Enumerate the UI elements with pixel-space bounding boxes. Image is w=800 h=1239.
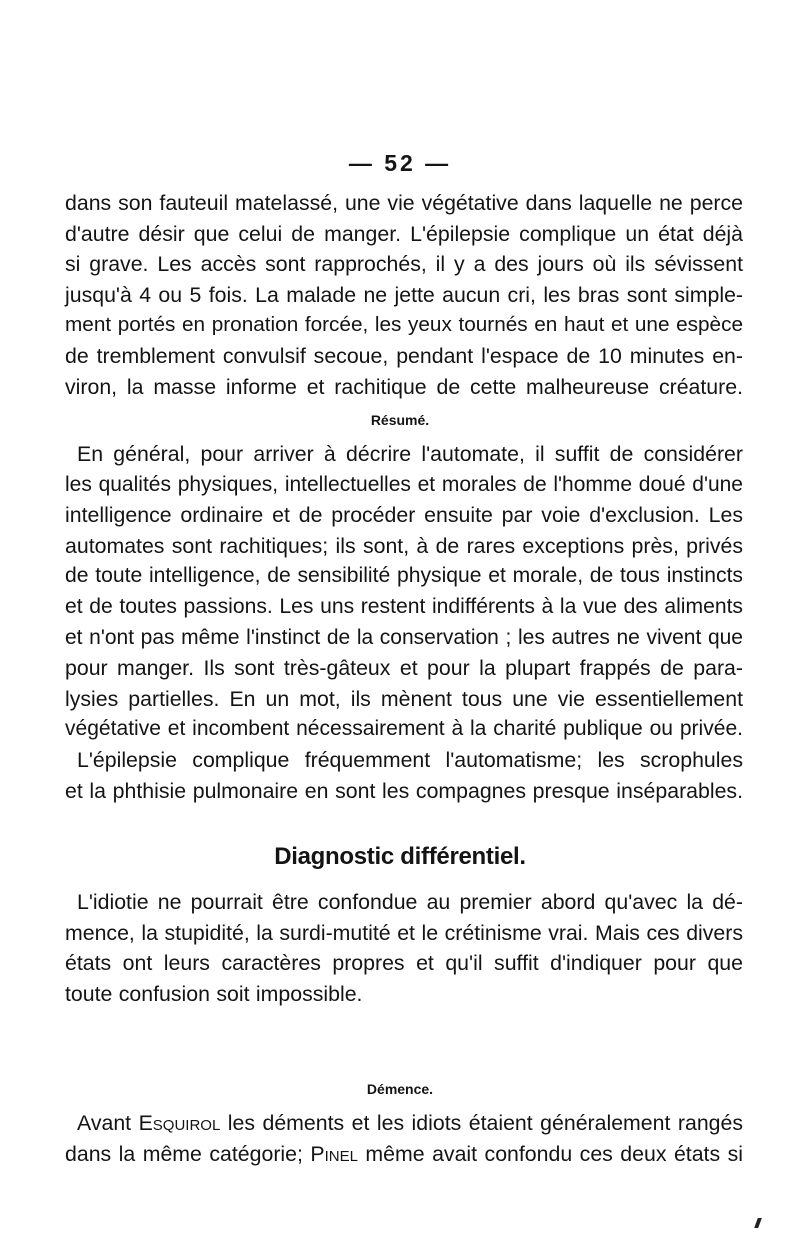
text-line bbox=[65, 1139, 743, 1170]
page-number: — 52 — bbox=[348, 150, 452, 176]
text-line: de tremblement convulsif secoue, pendant l'espace de 10 minutes en- bbox=[65, 343, 743, 368]
paragraph-diagnostic bbox=[65, 887, 743, 1009]
text-fragment: les déments et les idiots étaient généralement rangés bbox=[220, 1111, 743, 1135]
author-name: Pinel bbox=[310, 1141, 358, 1166]
text-line: toute confusion soit impossible. bbox=[65, 981, 363, 1006]
text-line: dans son fauteuil matelassé, une vie végétative dans laquelle ne perce bbox=[65, 191, 743, 215]
text-line: si grave. Les accès sont rapprochés, il y a des jours où ils sévissent bbox=[65, 252, 743, 277]
text-line: L'idiotie ne pourrait être confondue au premier abord qu'avec la dé- bbox=[77, 890, 743, 914]
text-line: de toute intelligence, de sensibilité physique et morale, de tous instincts bbox=[65, 564, 743, 588]
text-line: mence, la stupidité, la surdi-mutité et le crétinisme vrai. Mais ces divers bbox=[65, 920, 743, 945]
author-name: Esquirol bbox=[138, 1111, 221, 1135]
text-line: et de toutes passions. Les uns restent indifférents à la vue des aliments bbox=[65, 594, 743, 618]
text-line: lysies partielles. En un mot, ils mènent tous une vie essentiellement bbox=[65, 686, 743, 711]
paragraph-continuation bbox=[65, 188, 743, 402]
text-fragment: Avant bbox=[77, 1111, 139, 1135]
text-line: végétative et incombent nécessairement à la charité publique ou privée. bbox=[65, 717, 743, 741]
text-fragment: dans la même catégorie; bbox=[65, 1141, 311, 1166]
text-line: pour manger. Ils sont très-gâteux et pour la plupart frappés de para- bbox=[65, 656, 743, 681]
text-line: jusqu'à 4 ou 5 fois. La malade ne jette aucun cri, les bras sont simple- bbox=[65, 282, 743, 307]
paragraph-resume bbox=[65, 439, 743, 806]
text-line bbox=[65, 1108, 743, 1139]
text-line: viron, la masse informe et rachitique de cette malheureuse créature. bbox=[65, 374, 743, 399]
section-heading-resume: Résumé. bbox=[370, 412, 430, 428]
paragraph-demence bbox=[65, 1108, 743, 1169]
section-heading-diagnostic: Diagnostic différentiel. bbox=[274, 843, 526, 870]
text-line: d'autre désir que celui de manger. L'épilepsie complique un état déjà bbox=[65, 221, 743, 246]
text-line: intelligence ordinaire et de procéder ensuite par voie d'exclusion. Les bbox=[65, 503, 743, 528]
text-line: En général, pour arriver à décrire l'automate, il suffit de considérer bbox=[77, 442, 743, 466]
text-line: automates sont rachitiques; ils sont, à de rares exceptions près, privés bbox=[65, 533, 743, 558]
text-fragment: même avait confondu ces deux états si bbox=[357, 1141, 743, 1166]
text-line: et la phthisie pulmonaire en sont les compagnes presque inséparables. bbox=[65, 778, 743, 803]
text-line: L'épilepsie complique fréquemment l'automatisme; les scrophules bbox=[77, 747, 743, 772]
ink-mark bbox=[754, 1218, 762, 1228]
text-line: et n'ont pas même l'instinct de la conservation ; les autres ne vivent que bbox=[65, 625, 743, 649]
section-heading-demence: Démence. bbox=[366, 1081, 434, 1097]
text-line: états ont leurs caractères propres et qu'il suffit d'indiquer pour que bbox=[65, 951, 743, 976]
text-line: ment portés en pronation forcée, les yeux tournés en haut et une espèce bbox=[65, 313, 743, 337]
text-line: les qualités physiques, intellectuelles et morales de l'homme doué d'une bbox=[65, 472, 743, 496]
